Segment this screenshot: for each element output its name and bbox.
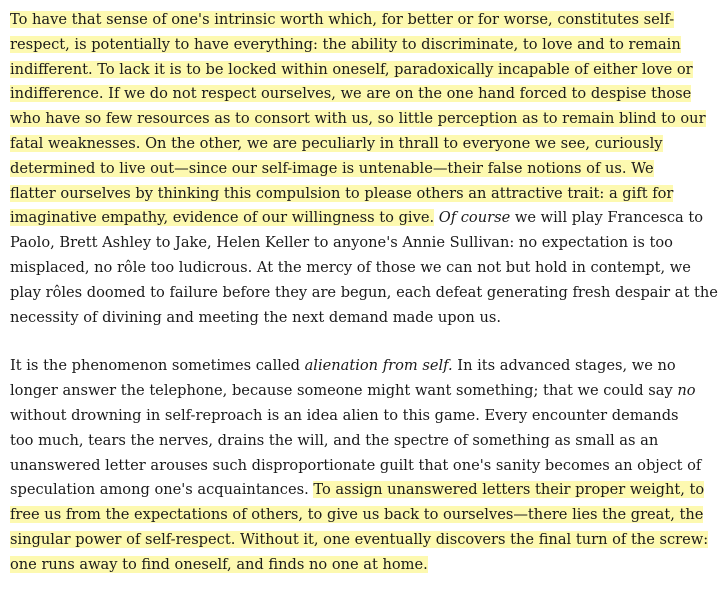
text-line	[10, 82, 692, 107]
highlighted-text: flatter ourselves by thinking this compulsion to please others an attractive trait: a gift for	[10, 184, 674, 202]
text-line	[10, 429, 659, 454]
highlighted-text: fatal weaknesses. On the other, we are peculiarly in thrall to everyone we see, curiously	[10, 134, 663, 152]
text-line	[10, 157, 654, 182]
text-run: speculation among one's acquaintances.	[10, 481, 314, 499]
italic-text: no	[677, 382, 696, 400]
text-run: unanswered letter arouses such disproportionate guilt that one's sanity becomes an object of	[10, 456, 702, 474]
highlighted-text: To assign unanswered letters their proper weight, to	[313, 481, 705, 499]
text-line	[10, 404, 679, 429]
highlighted-text: free us from the expectations of others, to give us back to ourselves—there lies the great, the	[10, 506, 704, 524]
italic-text: Of course	[438, 209, 511, 227]
paragraph	[10, 354, 709, 577]
highlighted-text: singular power of self-respect. Without it, one eventually discovers the final turn of the screw:	[10, 530, 709, 548]
text-line	[10, 528, 709, 553]
text-line	[10, 58, 693, 83]
text-line	[10, 8, 675, 33]
text-line	[10, 33, 681, 58]
highlighted-text: who have so few resources as to consort with us, so little perception as to remain blind to our	[10, 110, 706, 128]
highlighted-text: one runs away to find oneself, and finds no one at home.	[10, 555, 428, 573]
text-line	[10, 306, 624, 331]
paragraph	[10, 8, 718, 330]
text-run: we will play Francesca to	[510, 209, 704, 227]
text-line	[10, 478, 705, 503]
document-page	[10, 8, 718, 578]
text-line	[10, 182, 674, 207]
text-run: too much, tears the nerves, drains the will, and the spectre of something as small as an	[10, 431, 659, 449]
paragraph-gap	[10, 330, 624, 354]
text-line	[10, 107, 706, 132]
highlighted-text: indifference. If we do not respect ourselves, we are on the one hand forced to despise those	[10, 85, 692, 103]
text-line	[10, 206, 704, 231]
text-line	[10, 132, 663, 157]
text-run: In its advanced stages, we no	[452, 357, 676, 375]
highlighted-text: determined to live out—since our self-image is untenable—their false notions of us. We	[10, 159, 654, 177]
text-run: without drowning in self-reproach is an idea alien to this game. Every encounter demands	[10, 406, 679, 424]
document-body	[10, 8, 718, 578]
text-run: necessity of divining and meeting the next demand made upon us.	[10, 308, 501, 326]
text-line	[10, 454, 702, 479]
highlighted-text: respect, is potentially to have everything: the ability to discriminate, to love and to remain	[10, 35, 681, 53]
text-run: misplaced, no rôle too ludicrous. At the mercy of those we can not but hold in contempt, we	[10, 258, 691, 276]
text-run: Paolo, Brett Ashley to Jake, Helen Keller to anyone's Annie Sullivan: no expectation is too	[10, 234, 673, 252]
highlighted-text: imaginative empathy, evidence of our willingness to give.	[10, 209, 435, 227]
text-run: play rôles doomed to failure before they are begun, each defeat generating fresh despair at the	[10, 283, 718, 301]
text-run: longer answer the telephone, because someone might want something; that we could say	[10, 382, 678, 400]
text-line	[10, 256, 691, 281]
text-run: It is the phenomenon sometimes called	[10, 357, 305, 375]
text-line	[10, 354, 676, 379]
highlighted-text: To have that sense of one's intrinsic worth which, for better or for worse, constitutes self-	[10, 11, 675, 28]
text-line	[10, 231, 673, 256]
text-line	[10, 553, 624, 578]
highlighted-text: indifferent. To lack it is to be locked within oneself, paradoxically incapable of either love or	[10, 60, 693, 78]
text-line	[10, 503, 704, 528]
italic-text: alienation from self.	[304, 357, 453, 375]
text-line	[10, 379, 696, 404]
text-line	[10, 281, 718, 306]
